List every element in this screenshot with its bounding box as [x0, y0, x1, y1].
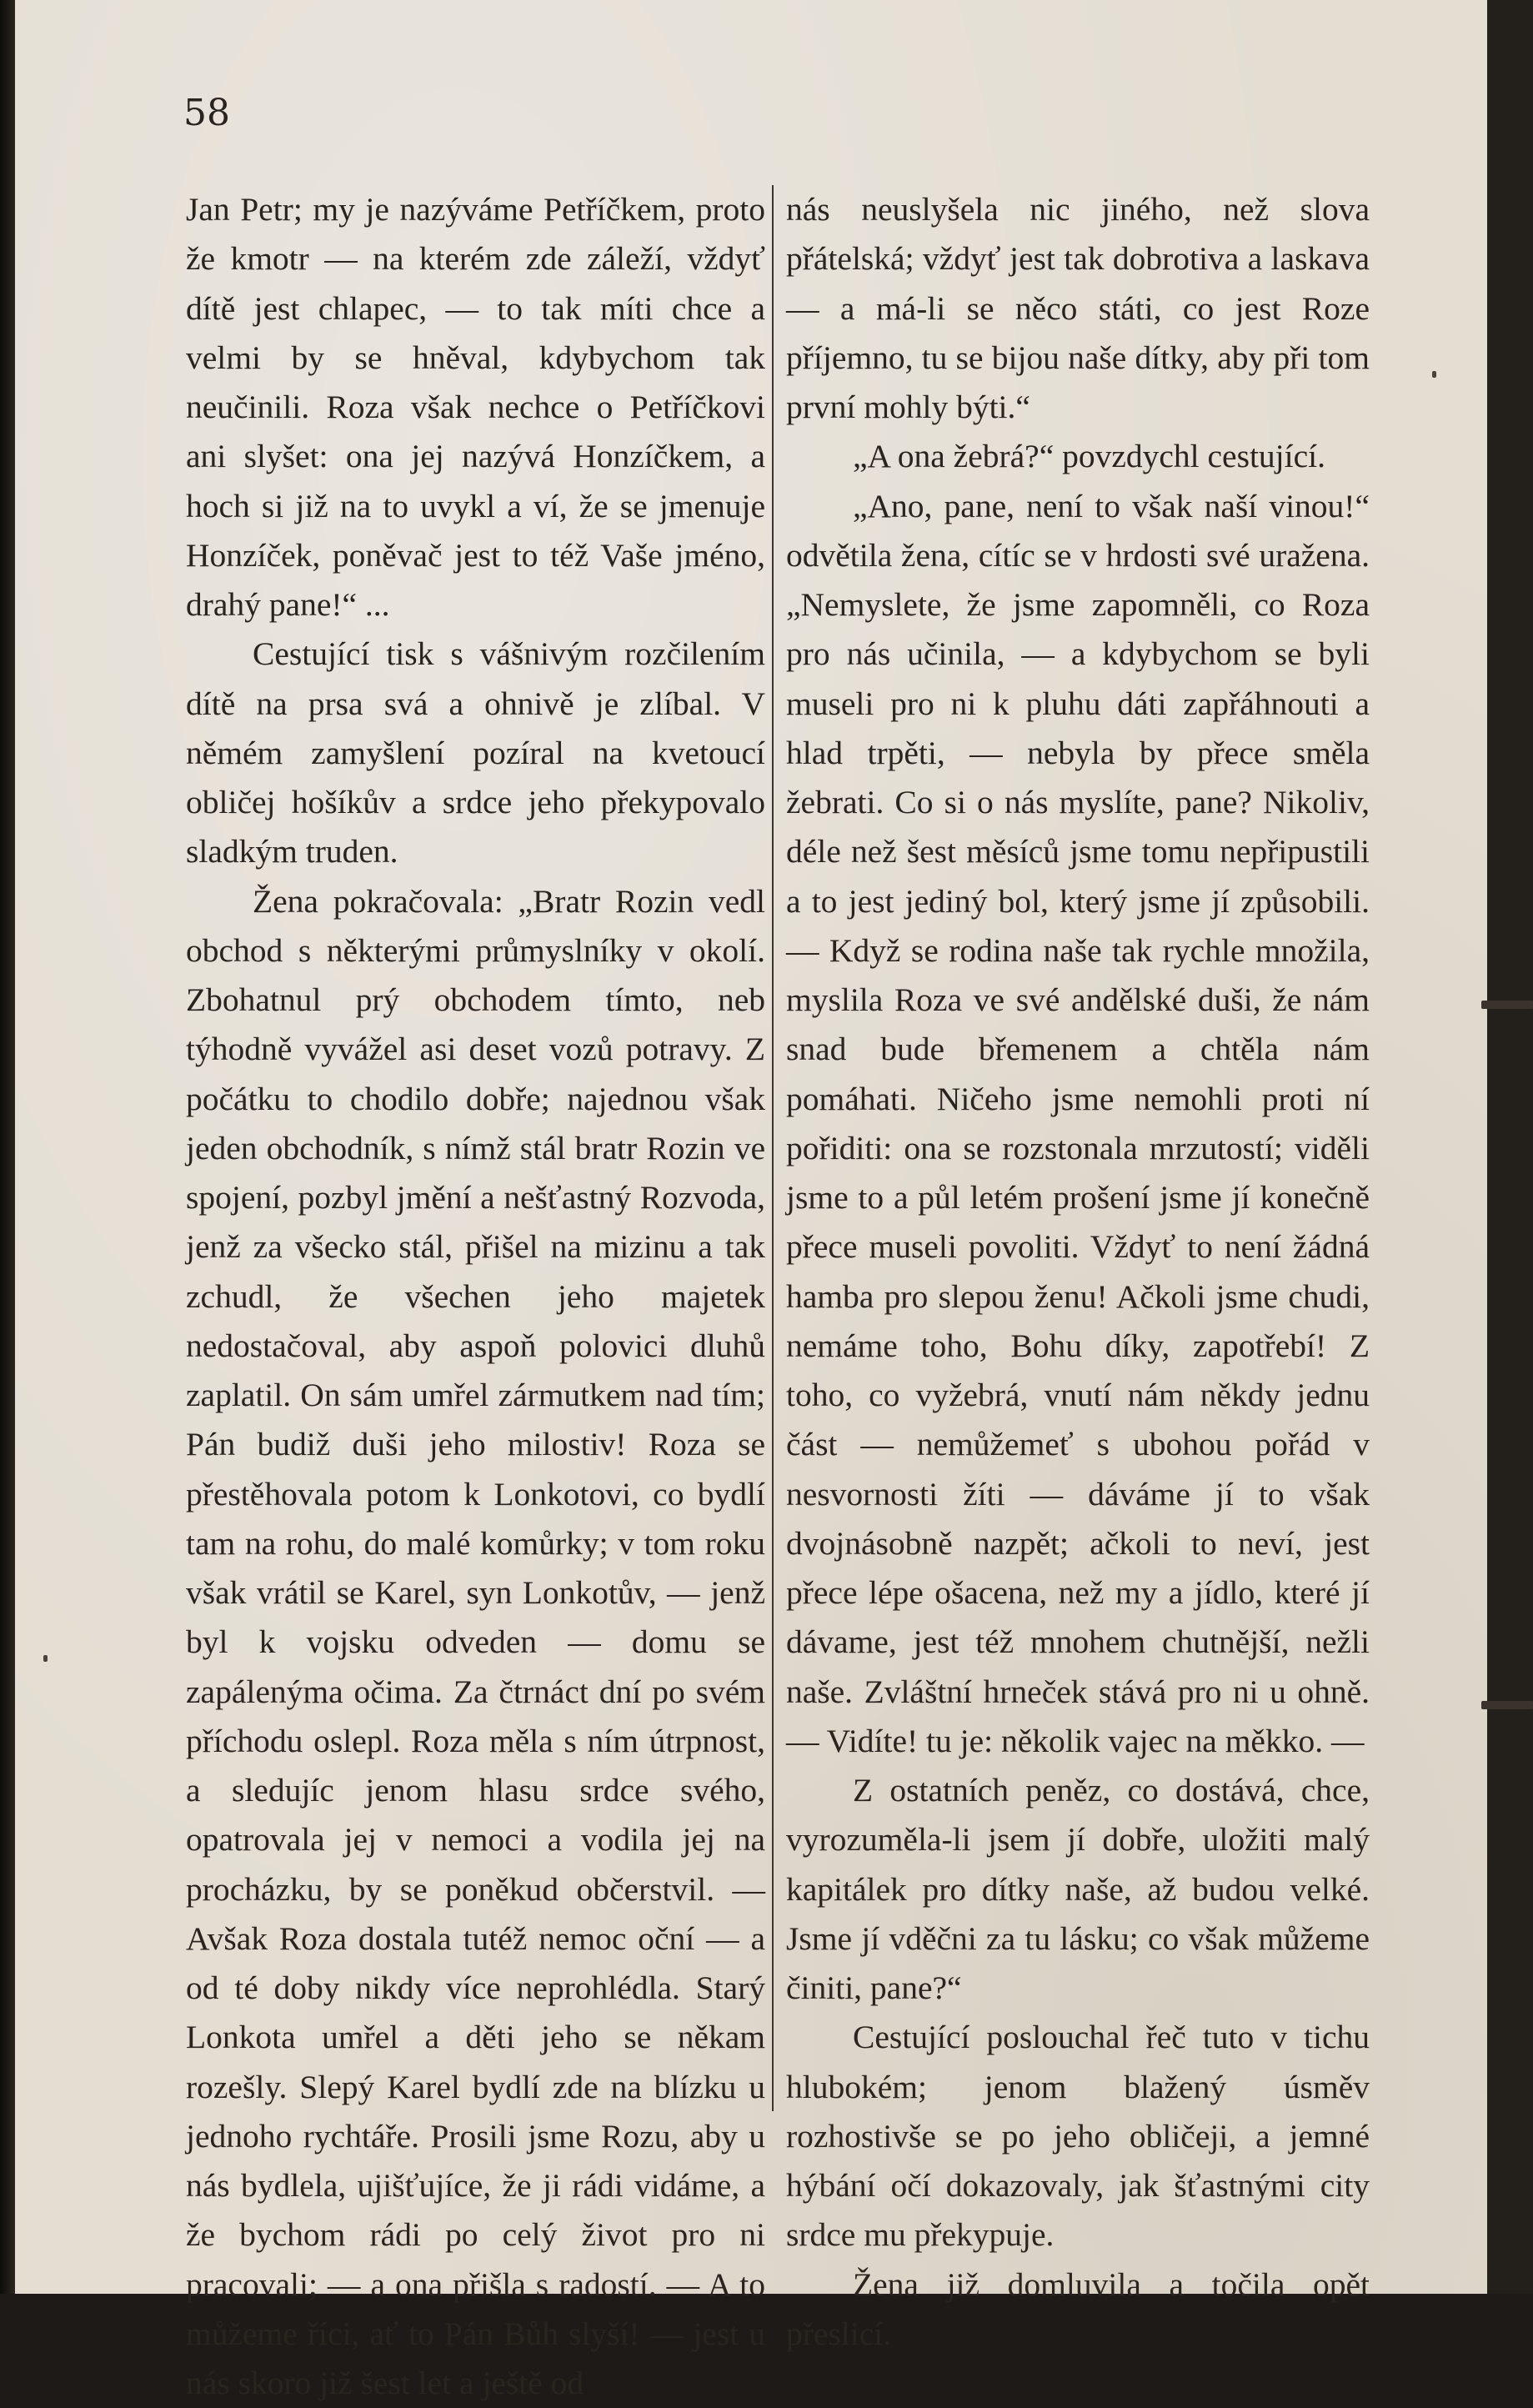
print-speck: [1432, 371, 1436, 378]
paragraph: „A ona žebrá?“ povzdychl cestující.: [786, 432, 1370, 481]
binding-clip-mark: [1481, 1701, 1533, 1709]
binding-clip-mark: [1481, 1001, 1533, 1009]
paragraph: Jan Petr; my je nazýváme Petříčkem, proto že kmotr — na kterém zde záleží, vždyť dítě jest chlapec, — to tak míti chce a velmi by se hněval, kdybychom tak neučinili. Roza však nechce o Petříčkovi ani slyšet: ona jej nazývá Honzíčkem, a hoch si již na to uvykl a ví, že se jmenuje Honzíček, poněvač jest to též Vaše jméno, drahý pane!“ ...: [186, 185, 765, 630]
paragraph: „Ano, pane, není to však naší vinou!“ odvětila žena, cítíc se v hrdosti své uražena. „Nemyslete, že jsme zapomněli, co Roza pro nás učinila, — a kdybychom se byli museli pro ni k pluhu dáti zapřáhnouti a hlad trpěti, — nebyla by přece směla žebrati. Co si o nás myslíte, pane? Nikoliv, déle než šest měsíců jsme tomu nepřipustili a to jest jediný bol, který jsme jí způsobili. — Když se rodina naše tak rychle množila, myslila Roza ve své andělské duši, že nám snad bude břemenem a chtěla nám pomáhati. Ničeho jsme nemohli proti ní pořiditi: ona se rozstonala mrzutostí; viděli jsme to a půl letém prošení jsme jí konečně přece museli povoliti. Vždyť to není žádná hamba pro slepou ženu! Ačkoli jsme chudi, nemáme toho, Bohu díky, zapotřebí! Z toho, co vyžebrá, vnutí nám někdy jednu část — nemůžemeť s ubohou pořád v nesvornosti žíti — dáváme jí to však dvojnásobně nazpět; ačkoli to neví, jest přece lépe ošacena, než my a jídlo, které jí dávame, jest též mnohem chutnější, nežli naše. Zvláštní hrneček stává pro ni u ohně. — Vidíte! tu je: několik vajec na měkko. —: [786, 482, 1370, 1767]
page-number: 58: [183, 92, 230, 134]
paragraph: Cestující poslouchal řeč tuto v tichu hlubokém; jenom blažený úsměv rozhostivše se po jeho obličeji, a jemné hýbání očí dokazovaly, jak šťastnými city srdce mu překypuje.: [786, 2013, 1370, 2260]
text-column-left: [186, 185, 765, 2408]
paragraph: Cestující tisk s vášnivým rozčilením dítě na prsa svá a ohnivě je zlíbal. V němém zamyšlení pozíral na kvetoucí obličej hošíkův a srdce jeho překypovalo sladkým truden.: [186, 630, 765, 876]
column-divider: [772, 185, 774, 2111]
book-spine-edge: [0, 0, 15, 2294]
paragraph: Žena již domluvila a točila opět přeslicí.: [786, 2260, 1370, 2360]
book-page: [15, 0, 1487, 2294]
paragraph: Žena pokračovala: „Bratr Rozin vedl obchod s některými průmyslníky v okolí. Zbohatnul prý obchodem tímto, neb týhodně vyvážel asi deset vozů potravy. Z počátku to chodilo dobře; najednou však jeden obchodník, s nímž stál bratr Rozin ve spojení, pozbyl jmění a nešťastný Rozvoda, jenž za všecko stál, přišel na mizinu a tak zchudl, že všechen jeho majetek nedostačoval, aby aspoň polovici dluhů zaplatil. On sám umřel zármutkem nad tím; Pán budiž duši jeho milostiv! Roza se přestěhovala potom k Lonkotovi, co bydlí tam na rohu, do malé komůrky; v tom roku však vrátil se Karel, syn Lonkotův, — jenž byl k vojsku odveden — domu se zapálenýma očima. Za čtrnáct dní po svém příchodu oslepl. Roza měla s ním útrpnost, a sledujíc jenom hlasu srdce svého, opatrovala jej v nemoci a vodila jej na procházku, by se poněkud občerstvil. — Avšak Roza dostala tutéž nemoc oční — a od té doby nikdy více neprohlédla. Starý Lonkota umřel a děti jeho se někam rozešly. Slepý Karel bydlí zde na blízku u jednoho rychtáře. Prosili jsme Rozu, aby u nás bydlela, ujišťujíce, že ji rádi vidáme, a že bychom rádi po celý život pro ni pracovali; — a ona přišla s radostí. — A to můžeme říci, ať to Pán Bůh slyší! — jest u nás skoro již šest let a ještě od: [186, 877, 765, 2408]
paragraph: nás neuslyšela nic jiného, než slova přátelská; vždyť jest tak dobrotiva a laskava — a má-li se něco státi, co jest Roze příjemno, tu se bijou naše dítky, aby při tom první mohly býti.“: [786, 185, 1370, 432]
paragraph: Z ostatních peněz, co dostává, chce, vyrozuměla-li jsem jí dobře, uložiti malý kapitálek pro dítky naše, až budou velké. Jsme jí vděčni za tu lásku; co však můžeme činiti, pane?“: [786, 1766, 1370, 2013]
text-column-right: [786, 185, 1370, 2359]
print-speck: [43, 1655, 48, 1662]
